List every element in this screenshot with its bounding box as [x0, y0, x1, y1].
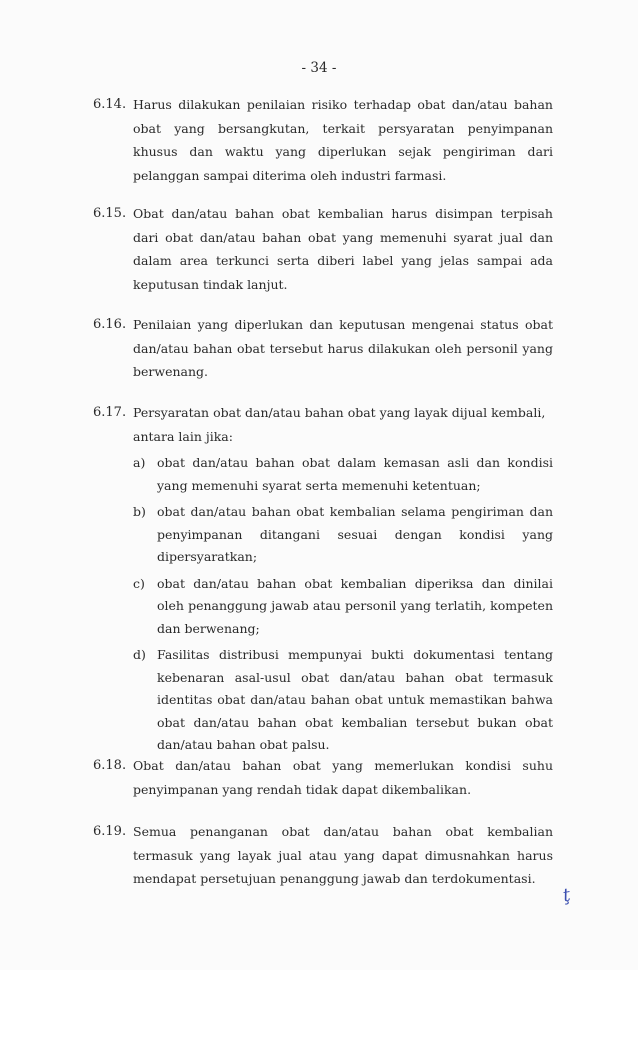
section-intro: Persyaratan obat dan/atau bahan obat yang layak dijual kembali, antara lain jika:	[133, 405, 546, 444]
section-text: Harus dilakukan penilaian risiko terhadap obat dan/atau bahan obat yang bersangkutan, terkait persyaratan penyimpanan khusus dan waktu yang diperlukan sejak pengiriman dari pelanggan sampai diterima oleh industri farmasi.	[133, 97, 553, 183]
page-number: - 34 -	[301, 60, 337, 76]
list-item-text: obat dan/atau bahan obat dalam kemasan asli dan kondisi yang memenuhi syarat serta memenuhi ketentuan;	[157, 455, 553, 493]
list-item-letter: d)	[133, 647, 146, 662]
section-number: 6.17.	[93, 405, 127, 420]
section-6-18	[93, 754, 563, 801]
section-6-15	[93, 202, 563, 296]
section-text: Obat dan/atau bahan obat yang memerlukan kondisi suhu penyimpanan yang rendah tidak dapat dikembalikan.	[133, 758, 553, 797]
section-6-16	[93, 313, 563, 384]
list-item-text: Fasilitas distribusi mempunyai bukti dokumentasi tentang kebenaran asal-usul obat dan/atau bahan obat termasuk identitas obat dan/atau bahan obat untuk memastikan bahwa obat dan/atau bahan obat kembalian tersebut bukan obat dan/atau bahan obat palsu.	[157, 647, 553, 752]
section-6-14	[93, 93, 563, 187]
section-6-19	[93, 820, 563, 891]
list-item-text: obat dan/atau bahan obat kembalian diperiksa dan dinilai oleh penanggung jawab atau personil yang terlatih, kompeten dan berwenang;	[157, 575, 553, 636]
list-item-d	[133, 644, 553, 757]
section-number: 6.18.	[93, 758, 127, 773]
section-number: 6.14.	[93, 97, 127, 112]
section-6-17	[93, 401, 563, 757]
section-number: 6.15.	[93, 206, 127, 221]
list-item-c	[133, 573, 553, 641]
list-item-letter: a)	[133, 455, 146, 470]
list-item-letter: c)	[133, 575, 145, 591]
section-number: 6.19.	[93, 824, 127, 839]
section-number: 6.16.	[93, 317, 127, 332]
list-item-text: obat dan/atau bahan obat kembalian selama pengiriman dan penyimpanan ditangani sesuai dengan kondisi yang dipersyaratkan;	[157, 504, 553, 564]
section-text: Semua penanganan obat dan/atau bahan obat kembalian termasuk yang layak jual atau yang dapat dimusnahkan harus mendapat persetujuan penanggung jawab dan terdokumentasi.	[133, 824, 553, 886]
list-item-a	[133, 452, 553, 497]
section-text: Obat dan/atau bahan obat kembalian harus disimpan terpisah dari obat dan/atau bahan obat yang memenuhi syarat jual dan dalam area terkunci serta diberi label yang jelas sampai ada keputusan tindak lanjut.	[133, 206, 553, 292]
section-text: Penilaian yang diperlukan dan keputusan mengenai status obat dan/atau bahan obat tersebut harus dilakukan oleh personil yang berwenang.	[133, 317, 553, 379]
handwritten-initial: ţ	[561, 884, 573, 907]
list-item-letter: b)	[133, 504, 146, 519]
list-item-b	[133, 501, 553, 569]
